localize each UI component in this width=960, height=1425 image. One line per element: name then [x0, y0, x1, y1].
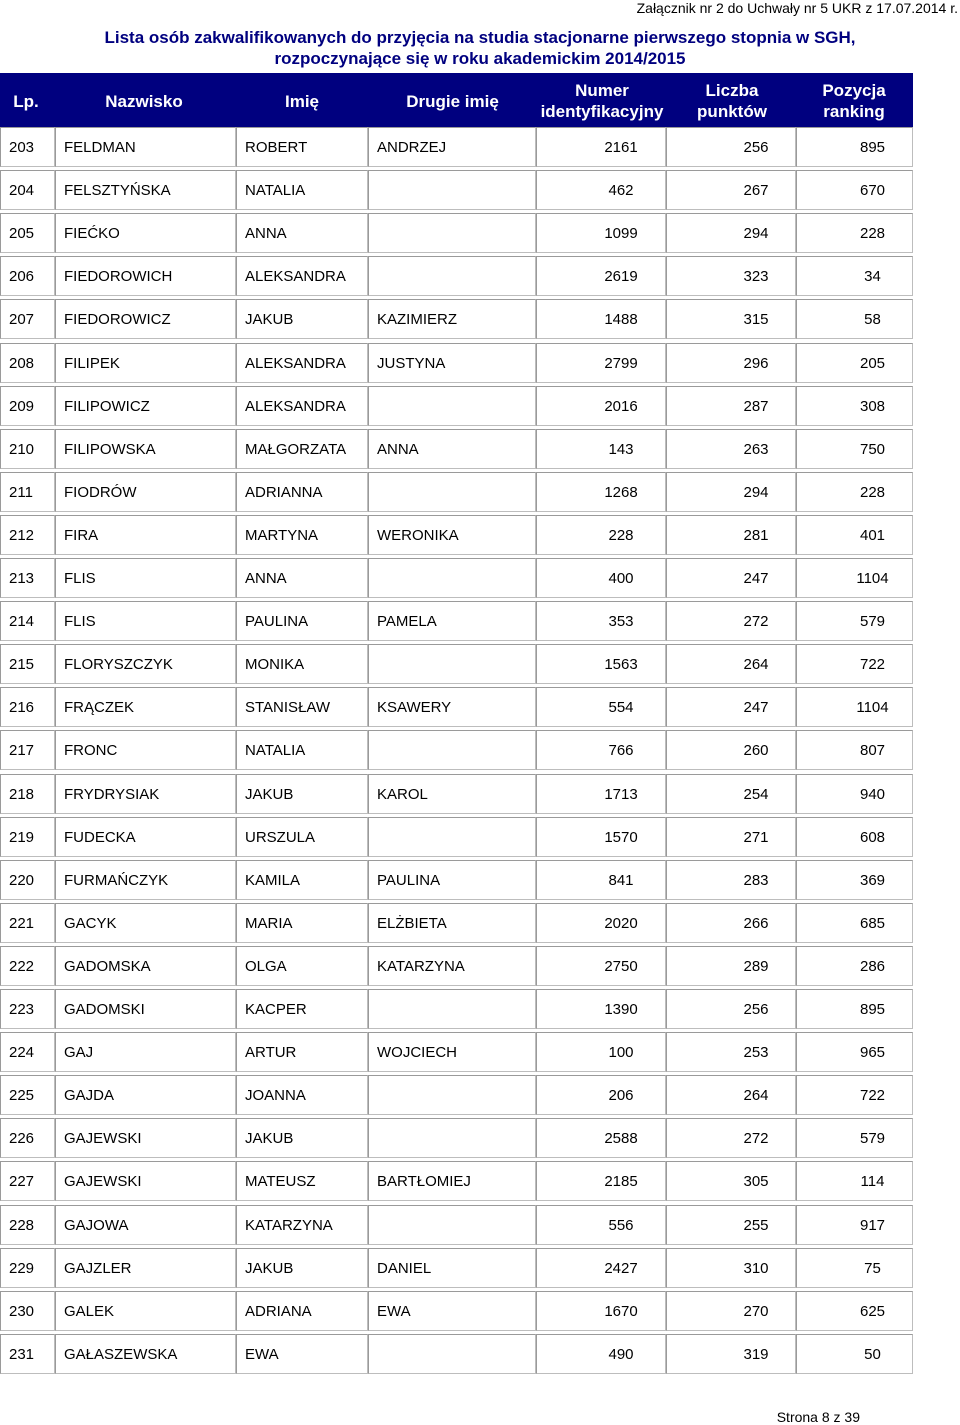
cell-punkty: 264 — [666, 644, 796, 684]
cell-ranking: 75 — [796, 1248, 913, 1288]
cell-drugie-imie: PAULINA — [368, 860, 536, 900]
cell-punkty: 247 — [666, 558, 796, 598]
cell-nazwisko: FIEĆKO — [55, 213, 236, 253]
cell-punkty: 247 — [666, 687, 796, 727]
cell-lp: 203 — [0, 127, 55, 167]
table-row — [0, 514, 913, 557]
cell-lp: 219 — [0, 817, 55, 857]
cell-punkty: 256 — [666, 127, 796, 167]
table-row — [0, 1117, 913, 1160]
cell-nazwisko: FLORYSZCZYK — [55, 644, 236, 684]
table-row — [0, 212, 913, 255]
cell-ranking: 917 — [796, 1205, 913, 1245]
cell-ranking: 625 — [796, 1291, 913, 1331]
cell-nazwisko: FRĄCZEK — [55, 687, 236, 727]
cell-ranking: 228 — [796, 213, 913, 253]
cell-numer: 2016 — [536, 386, 666, 426]
table-row — [0, 342, 913, 385]
cell-drugie-imie: KAZIMIERZ — [368, 299, 536, 339]
cell-imie: KATARZYNA — [236, 1205, 368, 1245]
cell-imie: ADRIANNA — [236, 472, 368, 512]
cell-numer: 100 — [536, 1032, 666, 1072]
table-row — [0, 255, 913, 298]
cell-numer: 2185 — [536, 1161, 666, 1201]
cell-punkty: 281 — [666, 515, 796, 555]
cell-ranking: 114 — [796, 1161, 913, 1201]
cell-numer: 2020 — [536, 903, 666, 943]
cell-punkty: 296 — [666, 343, 796, 383]
cell-numer: 556 — [536, 1205, 666, 1245]
cell-ranking: 895 — [796, 127, 913, 167]
cell-numer: 841 — [536, 860, 666, 900]
cell-drugie-imie — [368, 730, 536, 770]
cell-punkty: 266 — [666, 903, 796, 943]
cell-punkty: 310 — [666, 1248, 796, 1288]
cell-numer: 1488 — [536, 299, 666, 339]
cell-drugie-imie — [368, 472, 536, 512]
table-row — [0, 988, 913, 1031]
cell-numer: 462 — [536, 170, 666, 210]
cell-nazwisko: FILIPOWICZ — [55, 386, 236, 426]
cell-nazwisko: FELDMAN — [55, 127, 236, 167]
cell-nazwisko: GADOMSKI — [55, 989, 236, 1029]
cell-imie: ANNA — [236, 213, 368, 253]
table-row — [0, 428, 913, 471]
cell-ranking: 228 — [796, 472, 913, 512]
table-row — [0, 902, 913, 945]
cell-nazwisko: FILIPOWSKA — [55, 429, 236, 469]
cell-imie: JAKUB — [236, 1248, 368, 1288]
cell-numer: 1268 — [536, 472, 666, 512]
cell-lp: 230 — [0, 1291, 55, 1331]
cell-nazwisko: FIEDOROWICZ — [55, 299, 236, 339]
cell-ranking: 58 — [796, 299, 913, 339]
header-punkty-line-2: punktów — [697, 102, 767, 121]
cell-nazwisko: FIEDOROWICH — [55, 256, 236, 296]
cell-numer: 400 — [536, 558, 666, 598]
cell-imie: JAKUB — [236, 1118, 368, 1158]
cell-lp: 226 — [0, 1118, 55, 1158]
cell-ranking: 940 — [796, 774, 913, 814]
table-row — [0, 557, 913, 600]
cell-lp: 231 — [0, 1334, 55, 1374]
cell-nazwisko: FLIS — [55, 601, 236, 641]
cell-imie: STANISŁAW — [236, 687, 368, 727]
cell-ranking: 369 — [796, 860, 913, 900]
header-nazwisko: Nazwisko — [105, 91, 183, 111]
page-number: Strona 8 z 39 — [776, 1409, 860, 1425]
cell-drugie-imie — [368, 1118, 536, 1158]
cell-numer: 490 — [536, 1334, 666, 1374]
cell-punkty: 263 — [666, 429, 796, 469]
cell-numer: 1713 — [536, 774, 666, 814]
cell-drugie-imie: JUSTYNA — [368, 343, 536, 383]
cell-drugie-imie — [368, 1334, 536, 1374]
cell-punkty: 319 — [666, 1334, 796, 1374]
header-drugie-imie: Drugie imię — [406, 91, 499, 111]
cell-ranking: 750 — [796, 429, 913, 469]
cell-lp: 223 — [0, 989, 55, 1029]
cell-nazwisko: GADOMSKA — [55, 946, 236, 986]
cell-imie: JAKUB — [236, 774, 368, 814]
cell-nazwisko: FIODRÓW — [55, 472, 236, 512]
cell-lp: 228 — [0, 1205, 55, 1245]
cell-lp: 222 — [0, 946, 55, 986]
cell-imie: KACPER — [236, 989, 368, 1029]
table-row — [0, 1160, 913, 1203]
table-row — [0, 1031, 913, 1074]
cell-numer: 2588 — [536, 1118, 666, 1158]
cell-imie: KAMILA — [236, 860, 368, 900]
cell-lp: 214 — [0, 601, 55, 641]
cell-punkty: 323 — [666, 256, 796, 296]
cell-imie: JOANNA — [236, 1075, 368, 1115]
cell-numer: 2799 — [536, 343, 666, 383]
cell-ranking: 1104 — [796, 558, 913, 598]
cell-nazwisko: GAJZLER — [55, 1248, 236, 1288]
cell-imie: ARTUR — [236, 1032, 368, 1072]
cell-lp: 207 — [0, 299, 55, 339]
cell-numer: 1390 — [536, 989, 666, 1029]
cell-drugie-imie — [368, 558, 536, 598]
cell-drugie-imie: PAMELA — [368, 601, 536, 641]
cell-drugie-imie — [368, 1205, 536, 1245]
cell-drugie-imie: KAROL — [368, 774, 536, 814]
cell-lp: 220 — [0, 860, 55, 900]
cell-drugie-imie: ANNA — [368, 429, 536, 469]
cell-punkty: 289 — [666, 946, 796, 986]
table-row — [0, 1204, 913, 1247]
cell-drugie-imie — [368, 644, 536, 684]
cell-lp: 215 — [0, 644, 55, 684]
header-imie: Imię — [284, 91, 320, 111]
cell-drugie-imie: KATARZYNA — [368, 946, 536, 986]
cell-punkty: 254 — [666, 774, 796, 814]
cell-drugie-imie — [368, 213, 536, 253]
table-row — [0, 945, 913, 988]
cell-imie: URSZULA — [236, 817, 368, 857]
cell-ranking: 286 — [796, 946, 913, 986]
cell-nazwisko: GACYK — [55, 903, 236, 943]
table-row — [0, 471, 913, 514]
cell-numer: 2619 — [536, 256, 666, 296]
cell-ranking: 965 — [796, 1032, 913, 1072]
cell-imie: NATALIA — [236, 170, 368, 210]
cell-ranking: 579 — [796, 601, 913, 641]
cell-ranking: 685 — [796, 903, 913, 943]
cell-numer: 228 — [536, 515, 666, 555]
cell-imie: ROBERT — [236, 127, 368, 167]
cell-lp: 224 — [0, 1032, 55, 1072]
cell-numer: 2427 — [536, 1248, 666, 1288]
header-numer — [538, 73, 666, 129]
cell-drugie-imie — [368, 256, 536, 296]
cell-lp: 208 — [0, 343, 55, 383]
table-header — [0, 73, 913, 129]
cell-drugie-imie — [368, 170, 536, 210]
cell-lp: 210 — [0, 429, 55, 469]
cell-lp: 206 — [0, 256, 55, 296]
cell-punkty: 283 — [666, 860, 796, 900]
annex-note: Załącznik nr 2 do Uchwały nr 5 UKR z 17.07.2014 r. — [636, 0, 958, 16]
cell-punkty: 270 — [666, 1291, 796, 1331]
cell-imie: ALEKSANDRA — [236, 256, 368, 296]
table-row — [0, 169, 913, 212]
cell-drugie-imie: DANIEL — [368, 1248, 536, 1288]
table-row — [0, 1290, 913, 1333]
cell-ranking: 401 — [796, 515, 913, 555]
cell-ranking: 308 — [796, 386, 913, 426]
cell-nazwisko: FRONC — [55, 730, 236, 770]
cell-imie: ALEKSANDRA — [236, 386, 368, 426]
cell-punkty: 315 — [666, 299, 796, 339]
cell-imie: ADRIANA — [236, 1291, 368, 1331]
cell-punkty: 272 — [666, 601, 796, 641]
cell-punkty: 267 — [666, 170, 796, 210]
cell-nazwisko: GAJEWSKI — [55, 1118, 236, 1158]
cell-imie: PAULINA — [236, 601, 368, 641]
header-numer-line-1: Numer — [575, 81, 629, 100]
cell-lp: 216 — [0, 687, 55, 727]
cell-ranking: 807 — [796, 730, 913, 770]
title-line-2: rozpoczynające się w roku akademickim 2014/2015 — [274, 49, 686, 68]
table-row — [0, 859, 913, 902]
cell-punkty: 294 — [666, 472, 796, 512]
table-row — [0, 686, 913, 729]
cell-lp: 211 — [0, 472, 55, 512]
cell-imie: ALEKSANDRA — [236, 343, 368, 383]
header-numer-line-2: identyfikacyjny — [540, 102, 664, 121]
cell-lp: 225 — [0, 1075, 55, 1115]
table-row — [0, 1333, 913, 1376]
cell-imie: EWA — [236, 1334, 368, 1374]
cell-nazwisko: GALEK — [55, 1291, 236, 1331]
cell-drugie-imie — [368, 989, 536, 1029]
cell-numer: 2161 — [536, 127, 666, 167]
cell-drugie-imie: WOJCIECH — [368, 1032, 536, 1072]
cell-lp: 212 — [0, 515, 55, 555]
cell-lp: 209 — [0, 386, 55, 426]
cell-ranking: 205 — [796, 343, 913, 383]
cell-lp: 221 — [0, 903, 55, 943]
cell-imie: MARTYNA — [236, 515, 368, 555]
cell-imie: MONIKA — [236, 644, 368, 684]
header-ranking-line-1: Pozycja — [822, 81, 886, 100]
cell-imie: MAŁGORZATA — [236, 429, 368, 469]
cell-punkty: 305 — [666, 1161, 796, 1201]
cell-drugie-imie — [368, 817, 536, 857]
table-row — [0, 816, 913, 859]
cell-ranking: 1104 — [796, 687, 913, 727]
cell-numer: 353 — [536, 601, 666, 641]
cell-imie: MARIA — [236, 903, 368, 943]
cell-nazwisko: GAJOWA — [55, 1205, 236, 1245]
cell-ranking: 895 — [796, 989, 913, 1029]
cell-punkty: 271 — [666, 817, 796, 857]
table-row — [0, 1074, 913, 1117]
table-row — [0, 126, 913, 169]
cell-numer: 1570 — [536, 817, 666, 857]
header-ranking-line-2: ranking — [823, 102, 885, 121]
cell-drugie-imie — [368, 1075, 536, 1115]
cell-numer: 1563 — [536, 644, 666, 684]
cell-numer: 766 — [536, 730, 666, 770]
cell-nazwisko: GAŁASZEWSKA — [55, 1334, 236, 1374]
cell-lp: 227 — [0, 1161, 55, 1201]
cell-lp: 213 — [0, 558, 55, 598]
cell-ranking: 34 — [796, 256, 913, 296]
table-row — [0, 385, 913, 428]
cell-drugie-imie — [368, 386, 536, 426]
table-row — [0, 600, 913, 643]
title-line-1: Lista osób zakwalifikowanych do przyjęcia na studia stacjonarne pierwszego stopnia w SGH, — [104, 28, 856, 47]
cell-imie: JAKUB — [236, 299, 368, 339]
cell-nazwisko: FRYDRYSIAK — [55, 774, 236, 814]
cell-nazwisko: GAJ — [55, 1032, 236, 1072]
cell-imie: MATEUSZ — [236, 1161, 368, 1201]
cell-punkty: 294 — [666, 213, 796, 253]
cell-nazwisko: FILIPEK — [55, 343, 236, 383]
cell-ranking: 50 — [796, 1334, 913, 1374]
header-lp: Lp. — [13, 91, 39, 111]
cell-numer: 1670 — [536, 1291, 666, 1331]
cell-punkty: 260 — [666, 730, 796, 770]
cell-drugie-imie: KSAWERY — [368, 687, 536, 727]
cell-ranking: 608 — [796, 817, 913, 857]
cell-punkty: 264 — [666, 1075, 796, 1115]
cell-drugie-imie: ELŻBIETA — [368, 903, 536, 943]
cell-drugie-imie: ANDRZEJ — [368, 127, 536, 167]
cell-punkty: 272 — [666, 1118, 796, 1158]
cell-nazwisko: FUDECKA — [55, 817, 236, 857]
document-title — [0, 27, 960, 69]
cell-ranking: 722 — [796, 644, 913, 684]
cell-ranking: 670 — [796, 170, 913, 210]
header-punkty-line-1: Liczba — [705, 81, 759, 100]
header-liczba-punktow — [668, 73, 796, 129]
table-row — [0, 1247, 913, 1290]
cell-punkty: 253 — [666, 1032, 796, 1072]
cell-nazwisko: FELSZTYŃSKA — [55, 170, 236, 210]
cell-ranking: 722 — [796, 1075, 913, 1115]
table-row — [0, 643, 913, 686]
cell-nazwisko: GAJDA — [55, 1075, 236, 1115]
cell-punkty: 255 — [666, 1205, 796, 1245]
cell-nazwisko: FIRA — [55, 515, 236, 555]
cell-lp: 217 — [0, 730, 55, 770]
cell-numer: 1099 — [536, 213, 666, 253]
cell-drugie-imie: EWA — [368, 1291, 536, 1331]
cell-numer: 206 — [536, 1075, 666, 1115]
cell-punkty: 256 — [666, 989, 796, 1029]
cell-numer: 2750 — [536, 946, 666, 986]
cell-punkty: 287 — [666, 386, 796, 426]
table-row — [0, 298, 913, 341]
cell-imie: ANNA — [236, 558, 368, 598]
cell-lp: 218 — [0, 774, 55, 814]
table-row — [0, 729, 913, 772]
cell-lp: 229 — [0, 1248, 55, 1288]
cell-imie: NATALIA — [236, 730, 368, 770]
cell-drugie-imie: WERONIKA — [368, 515, 536, 555]
cell-nazwisko: GAJEWSKI — [55, 1161, 236, 1201]
cell-drugie-imie: BARTŁOMIEJ — [368, 1161, 536, 1201]
cell-ranking: 579 — [796, 1118, 913, 1158]
header-pozycja-ranking — [798, 73, 910, 129]
table-row — [0, 773, 913, 816]
cell-nazwisko: FURMAŃCZYK — [55, 860, 236, 900]
cell-numer: 554 — [536, 687, 666, 727]
cell-nazwisko: FLIS — [55, 558, 236, 598]
cell-lp: 205 — [0, 213, 55, 253]
cell-imie: OLGA — [236, 946, 368, 986]
cell-lp: 204 — [0, 170, 55, 210]
cell-numer: 143 — [536, 429, 666, 469]
